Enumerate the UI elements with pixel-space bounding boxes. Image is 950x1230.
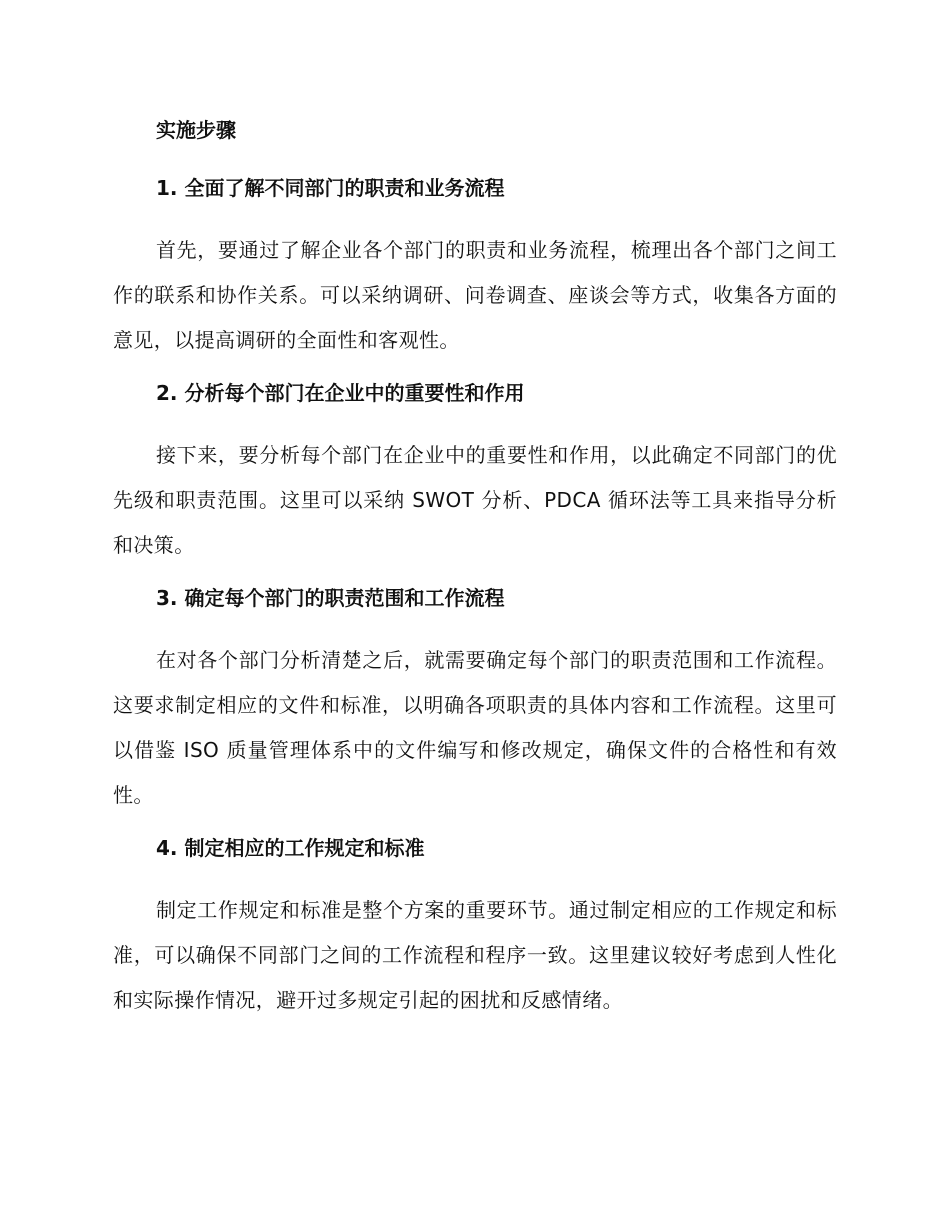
step-2-heading: 2. 分析每个部门在企业中的重要性和作用 [156, 381, 525, 405]
step-3-paragraph: 在对各个部门分析清楚之后，就需要确定每个部门的职责范围和工作流程。这要求制定相应的文件和标准，以明确各项职责的具体内容和工作流程。这里可以借鉴 ISO 质量管理体系中的文件编写和修改规定，确保文件的合格性和有效性。 [113, 648, 837, 807]
step-1-paragraph: 首先，要通过了解企业各个部门的职责和业务流程，梳理出各个部门之间工作的联系和协作关系。可以采纳调研、问卷调查、座谈会等方式，收集各方面的意见，以提高调研的全面性和客观性。 [113, 238, 837, 352]
document-page [113, 112, 837, 1023]
step-3-heading: 3. 确定每个部门的职责范围和工作流程 [156, 586, 505, 610]
section-title: 实施步骤 [156, 118, 236, 142]
step-2-paragraph: 接下来，要分析每个部门在企业中的重要性和作用，以此确定不同部门的优先级和职责范围。这里可以采纳 SWOT 分析、PDCA 循环法等工具来指导分析和决策。 [113, 443, 837, 557]
step-1-heading: 1. 全面了解不同部门的职责和业务流程 [156, 176, 505, 200]
step-4-heading: 4. 制定相应的工作规定和标准 [156, 836, 425, 860]
step-4-paragraph: 制定工作规定和标准是整个方案的重要环节。通过制定相应的工作规定和标准，可以确保不同部门之间的工作流程和程序一致。这里建议较好考虑到人性化和实际操作情况，避开过多规定引起的困扰和反感情绪。 [113, 898, 837, 1012]
